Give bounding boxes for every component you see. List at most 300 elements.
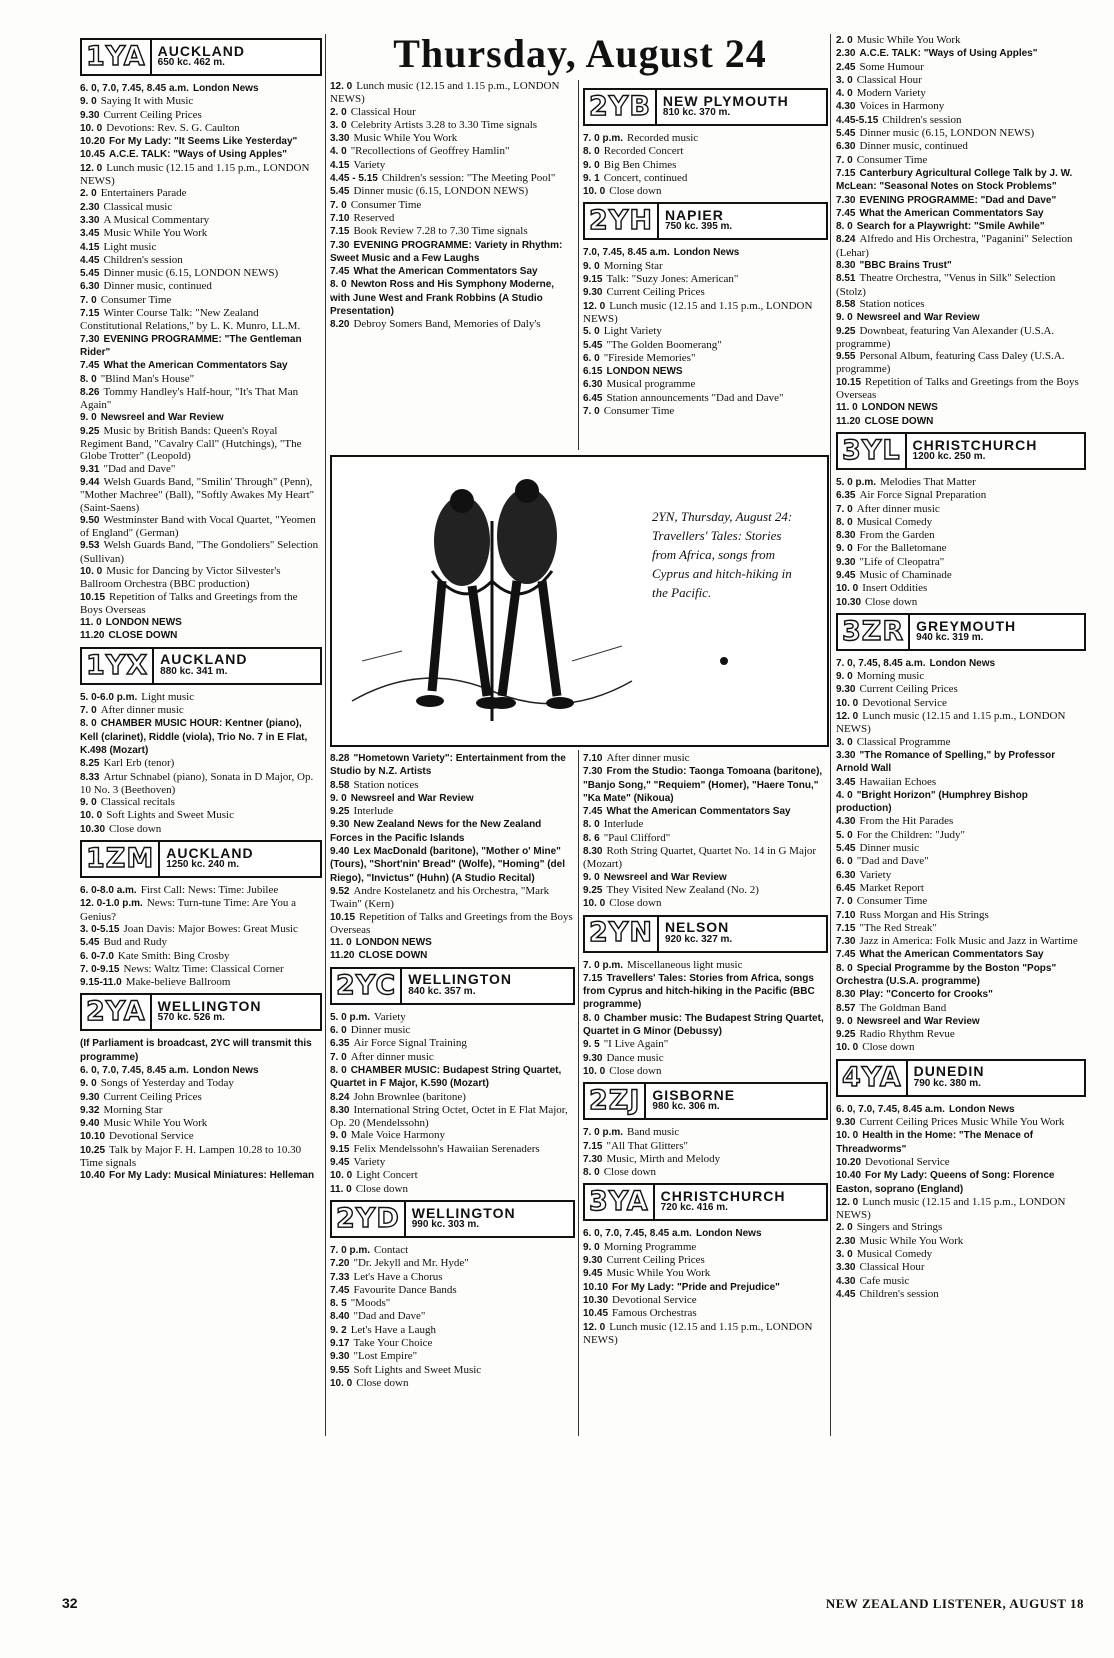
programme-line bbox=[80, 359, 322, 372]
programme-text: Radio Rhythm Revue bbox=[859, 1028, 955, 1041]
programme-text: Roth String Quartet, Quartet No. 14 in G Major (Mozart) bbox=[583, 845, 817, 871]
programme-text: Soft Lights and Sweet Music bbox=[106, 809, 234, 822]
programme-text: News: Waltz Time: Classical Corner bbox=[123, 962, 284, 975]
programme-line bbox=[80, 897, 322, 923]
programme-line bbox=[80, 373, 322, 386]
programme-time: 4.45 - 5.15 bbox=[330, 173, 378, 185]
programme-text: First Call: News: Time: Jubilee bbox=[140, 884, 279, 897]
programme-time: 8.40 bbox=[330, 1311, 350, 1323]
programme-time: 7. 0 bbox=[836, 503, 853, 515]
programme-time: 9. 0 bbox=[836, 1015, 853, 1027]
programme-text: John Brownlee (baritone) bbox=[353, 1090, 466, 1103]
programme-line bbox=[836, 503, 1086, 516]
programme-time: 12. 0 bbox=[836, 1196, 859, 1208]
programme-time: 10.20 bbox=[80, 136, 106, 148]
programme-time: 5.45 bbox=[583, 339, 603, 351]
programme-text: Russ Morgan and His Strings bbox=[859, 908, 989, 921]
programme-time: 9.53 bbox=[80, 540, 100, 552]
programme-time: 11.20 bbox=[836, 415, 861, 427]
programme-line bbox=[583, 365, 828, 378]
programme-line bbox=[330, 1271, 575, 1284]
bullet-dot bbox=[720, 657, 728, 665]
programme-text: Current Ceiling Prices bbox=[859, 683, 958, 696]
programme-line bbox=[80, 704, 322, 717]
programme-line bbox=[80, 1064, 322, 1077]
programme-time: 5.45 bbox=[80, 268, 100, 280]
station-city: AUCKLAND bbox=[160, 651, 248, 668]
programme-line bbox=[80, 122, 322, 135]
programme-line bbox=[80, 162, 322, 188]
programme-time: 7.15 bbox=[80, 308, 100, 320]
programme-line bbox=[836, 683, 1086, 696]
programme-text: Close down bbox=[603, 1166, 656, 1179]
programme-text: "The Red Streak" bbox=[859, 921, 937, 934]
programme-line bbox=[80, 333, 322, 360]
programme-text: Music While You Work bbox=[103, 1117, 208, 1130]
station-callsign: 2YH bbox=[585, 204, 659, 238]
programme-line bbox=[330, 936, 575, 949]
programme-time: 2. 0 bbox=[330, 106, 347, 118]
programme-time: 3.45 bbox=[80, 228, 100, 240]
programme-time: 9.40 bbox=[330, 846, 350, 858]
programme-text: Tommy Handley's Half-hour, "It's That Man Again" bbox=[80, 385, 299, 412]
programme-time: 10. 0 bbox=[330, 1170, 353, 1182]
programme-line bbox=[836, 1002, 1086, 1015]
programme-time: 9.30 bbox=[583, 1052, 603, 1064]
programme-time: 9. 0 bbox=[80, 1078, 97, 1090]
programme-text: "Dad and Dave" bbox=[856, 855, 929, 868]
programme-line bbox=[583, 300, 828, 326]
programme-text: Light Variety bbox=[603, 325, 662, 338]
programme-line bbox=[330, 199, 575, 212]
programme-line bbox=[836, 154, 1086, 167]
programme-time: 10.40 bbox=[836, 1170, 862, 1182]
station-callsign: 1YX bbox=[82, 649, 154, 683]
programme-line bbox=[330, 792, 575, 805]
programme-time: 9. 0 bbox=[330, 1130, 347, 1142]
programme-text: Devotions: Rev. S. G. Caulton bbox=[106, 121, 240, 134]
programme-time: 8. 5 bbox=[330, 1298, 347, 1310]
programme-time: 7. 0 bbox=[330, 1051, 347, 1063]
programme-text: Music, Mirth and Melody bbox=[606, 1152, 721, 1165]
programme-line bbox=[583, 832, 828, 845]
programme-time: 4. 0 bbox=[836, 789, 853, 801]
programme-time: 10.25 bbox=[80, 1144, 106, 1156]
programme-time: 2.30 bbox=[836, 1235, 856, 1247]
programme-text: Dinner music bbox=[859, 842, 920, 855]
programme-line bbox=[330, 752, 575, 779]
programme-time: 8. 0 bbox=[836, 962, 853, 974]
programme-time: 12. 0-1.0 p.m. bbox=[80, 898, 143, 910]
programme-line bbox=[80, 963, 322, 976]
programme-text: Consumer Time bbox=[603, 405, 675, 418]
programme-text: "Blind Man's House" bbox=[100, 372, 195, 385]
programme-text: A Musical Commentary bbox=[103, 213, 210, 226]
programme-text: London News bbox=[695, 1228, 762, 1240]
programme-text: Big Ben Chimes bbox=[603, 158, 677, 171]
programme-time: 7.30 bbox=[836, 194, 856, 206]
programme-time: 9.55 bbox=[836, 351, 856, 363]
programme-text: Music While You Work bbox=[103, 227, 208, 240]
programme-time: 8.57 bbox=[836, 1002, 856, 1014]
programme-time: 5. 0 bbox=[836, 829, 853, 841]
programme-time: 3.30 bbox=[836, 1262, 856, 1274]
programme-text: London News bbox=[192, 83, 259, 94]
programme-text: News: Turn-tune Time: Are You a Genius? bbox=[80, 897, 296, 923]
programme-text: Lunch music (12.15 and 1.15 p.m., LONDON NEWS) bbox=[836, 1195, 1066, 1222]
station-city: CHRISTCHURCH bbox=[660, 1188, 786, 1205]
programme-time: 7. 0 bbox=[583, 406, 600, 418]
station-header bbox=[330, 1200, 575, 1238]
programme-text: "Dr. Jekyll and Mr. Hyde" bbox=[353, 1257, 469, 1270]
programme-time: 8.30 bbox=[583, 846, 603, 858]
programme-text: Close down bbox=[609, 897, 662, 910]
programme-time: 4.15 bbox=[330, 159, 350, 171]
programme-time: 10.20 bbox=[836, 1156, 862, 1168]
station-frequency: 880 kc. 341 m. bbox=[160, 665, 228, 677]
programme-text: LONDON NEWS bbox=[105, 617, 182, 629]
programme-line bbox=[330, 1350, 575, 1363]
programme-line bbox=[583, 378, 828, 391]
programme-time: 6. 0-8.0 a.m. bbox=[80, 885, 137, 897]
programme-line bbox=[330, 845, 575, 885]
programme-text: London News bbox=[929, 657, 996, 669]
station-frequency: 990 kc. 303 m. bbox=[411, 1218, 480, 1230]
programme-time: 10.30 bbox=[583, 1294, 609, 1306]
programme-text: Musical Comedy bbox=[856, 515, 933, 528]
programme-line bbox=[330, 80, 575, 106]
programme-time: 9. 0 bbox=[80, 797, 97, 809]
programme-line bbox=[583, 871, 828, 884]
programme-line bbox=[583, 339, 828, 352]
programme-time: 7. 0 p.m. bbox=[583, 959, 624, 971]
programme-time: 9.55 bbox=[330, 1364, 350, 1376]
programme-time: 10. 0 bbox=[330, 1377, 353, 1389]
programme-text: Morning Star bbox=[103, 1103, 163, 1116]
programme-time: 11. 0 bbox=[836, 402, 858, 414]
programme-line bbox=[330, 239, 575, 266]
station-city: WELLINGTON bbox=[157, 998, 262, 1015]
programme-text: "Dad and Dave" bbox=[103, 462, 176, 475]
programme-time: 2. 0 bbox=[80, 188, 97, 200]
programme-text: (If Parliament is broadcast, 2YC will transmit this programme) bbox=[80, 1038, 312, 1063]
programme-time: 7.45 bbox=[330, 266, 350, 278]
column-2-top bbox=[330, 80, 575, 332]
programme-text: "Dad and Dave" bbox=[353, 1310, 426, 1323]
programme-time: 10.15 bbox=[836, 376, 862, 388]
programme-line bbox=[583, 1321, 828, 1347]
programme-text: Classical Hour bbox=[859, 1261, 925, 1274]
programme-text: EVENING PROGRAMME: Variety in Rhythm: Sweet Music and a Few Laughs bbox=[330, 239, 563, 264]
programme-time: 8. 0 bbox=[80, 373, 97, 385]
programme-text: Variety bbox=[353, 1156, 386, 1169]
programme-text: What the American Commentators Say bbox=[859, 207, 1044, 219]
programme-time: 5. 0 p.m. bbox=[330, 1011, 371, 1023]
programme-text: Newton Ross and His Symphony Moderne, with June West and Frank Robbins (A Studio Presentation) bbox=[330, 279, 555, 318]
programme-line bbox=[836, 1235, 1086, 1248]
programme-time: 4.45 bbox=[836, 1288, 856, 1300]
programme-line bbox=[836, 1261, 1086, 1274]
programme-line bbox=[836, 882, 1086, 895]
programme-text: Winter Course Talk: "New Zealand Constitutional Relations," by L. K. Munro, LL.M. bbox=[80, 307, 301, 333]
programme-time: 3. 0 bbox=[836, 1249, 853, 1261]
programme-time: 3. 0-5.15 bbox=[80, 923, 120, 935]
programme-line bbox=[836, 376, 1086, 402]
programme-time: 9.30 bbox=[330, 1351, 350, 1363]
programme-line bbox=[80, 514, 322, 540]
programme-time: 9.40 bbox=[80, 1118, 100, 1130]
programme-line bbox=[836, 272, 1086, 298]
programme-text: Reserved bbox=[353, 211, 395, 224]
programme-text: For My Lady: Musical Miniatures: Helleman bbox=[109, 1170, 315, 1182]
programme-text: Soft Lights and Sweet Music bbox=[353, 1363, 482, 1376]
programme-time: 8.25 bbox=[80, 758, 100, 770]
station-frequency: 570 kc. 526 m. bbox=[157, 1012, 225, 1024]
programme-time: 9.15 bbox=[330, 1143, 350, 1155]
programme-text: Alfredo and His Orchestra, "Paganini" Selection (Lehar) bbox=[836, 233, 1073, 259]
programme-line bbox=[836, 1129, 1086, 1156]
programme-time: 9. 0 bbox=[836, 312, 853, 324]
programme-time: 6. 0-7.0 bbox=[80, 950, 114, 962]
programme-text: Dinner music (6.15, LONDON NEWS) bbox=[353, 185, 529, 198]
programme-text: Variety bbox=[353, 158, 386, 171]
programme-text: LONDON NEWS bbox=[861, 402, 938, 414]
programme-time: 4.15 bbox=[80, 241, 100, 253]
programme-line bbox=[583, 405, 828, 418]
programme-text: "The Golden Boomerang" bbox=[606, 338, 722, 351]
programme-time: 2. 0 bbox=[836, 1222, 853, 1234]
programme-text: Artur Schnabel (piano), Sonata in D Major, Op. 10 No. 3 (Beethoven) bbox=[80, 770, 314, 796]
station-callsign: 4YA bbox=[838, 1061, 908, 1095]
station-city: CHRISTCHURCH bbox=[912, 436, 1038, 453]
programme-text: Newsreel and War Review bbox=[856, 1015, 980, 1027]
programme-line bbox=[330, 1337, 575, 1350]
programme-text: Classical recitals bbox=[100, 796, 175, 809]
station-callsign: 2ZJ bbox=[585, 1084, 646, 1118]
station-city: NAPIER bbox=[664, 207, 724, 224]
programme-time: 9.15-11.0 bbox=[80, 977, 122, 989]
programme-line bbox=[80, 923, 322, 936]
station-city: NEW PLYMOUTH bbox=[662, 92, 789, 109]
programme-time: 9.15 bbox=[583, 274, 603, 286]
programme-text: Downbeat, featuring Van Alexander (U.S.A. programme) bbox=[836, 324, 1055, 350]
programme-time: 2.45 bbox=[836, 61, 856, 73]
programme-time: 10.15 bbox=[80, 591, 106, 603]
station-header bbox=[583, 1183, 828, 1221]
programme-line bbox=[836, 909, 1086, 922]
programme-time: 12. 0 bbox=[330, 81, 353, 92]
programme-text: Music for Dancing by Victor Silvester's Ballroom Orchestra (BBC production) bbox=[80, 564, 281, 591]
station-frequency: 920 kc. 327 m. bbox=[664, 933, 733, 945]
programme-line bbox=[836, 47, 1086, 60]
programme-time: 10. 0 bbox=[836, 697, 859, 709]
programme-text: What the American Commentators Say bbox=[353, 266, 538, 278]
programme-line bbox=[836, 855, 1086, 868]
programme-time: 7. 0, 7.45, 8.45 a.m. bbox=[836, 657, 926, 669]
programme-line bbox=[80, 796, 322, 809]
programme-text: From the Garden bbox=[859, 529, 935, 542]
programme-time: 3.30 bbox=[330, 133, 350, 145]
programme-time: 6.30 bbox=[80, 281, 100, 293]
programme-time: 10. 0 bbox=[583, 1065, 606, 1077]
programme-line bbox=[836, 74, 1086, 87]
programme-text: International String Octet, Octet in E Flat Major, Op. 20 (Mendelssohn) bbox=[330, 1103, 568, 1130]
programme-line bbox=[80, 386, 322, 412]
programme-text: Lunch music (12.15 and 1.15 p.m., LONDON NEWS) bbox=[836, 710, 1066, 736]
programme-line bbox=[330, 911, 575, 937]
programme-line bbox=[330, 1297, 575, 1310]
programme-line bbox=[836, 1288, 1086, 1301]
programme-line bbox=[330, 779, 575, 792]
programme-time: 5. 0 bbox=[583, 326, 600, 338]
programme-line bbox=[836, 776, 1086, 789]
programme-text: Dinner music bbox=[350, 1024, 411, 1037]
programme-text: Theatre Orchestra, "Venus in Silk" Selection (Stolz) bbox=[836, 272, 1056, 298]
programme-text: Light music bbox=[141, 690, 195, 703]
programme-line bbox=[80, 629, 322, 642]
programme-text: EVENING PROGRAMME: "Dad and Dave" bbox=[859, 194, 1057, 206]
programme-text: Close down bbox=[609, 185, 662, 198]
programme-time: 10. 0 bbox=[583, 186, 606, 198]
station-callsign: 1YA bbox=[82, 40, 152, 74]
programme-text: Repetition of Talks and Greetings from the Boys Overseas bbox=[80, 590, 298, 616]
programme-line bbox=[836, 697, 1086, 710]
programme-time: 7. 0 bbox=[80, 705, 97, 717]
station-frequency: 1250 kc. 240 m. bbox=[166, 859, 240, 871]
programme-line bbox=[80, 936, 322, 949]
programme-line bbox=[330, 805, 575, 818]
programme-time: 9. 0 bbox=[80, 96, 97, 108]
programme-text: Current Ceiling Prices Music While You Work bbox=[859, 1116, 1065, 1129]
programme-line bbox=[80, 411, 322, 424]
station-city: NELSON bbox=[664, 919, 730, 936]
station-frequency: 650 kc. 462 m. bbox=[157, 57, 225, 68]
programme-time: 5.45 bbox=[836, 843, 856, 855]
programme-line bbox=[836, 401, 1086, 414]
programme-time: 10.30 bbox=[80, 823, 106, 835]
station-header bbox=[80, 38, 322, 76]
programme-text: Dinner music, continued bbox=[859, 140, 968, 153]
station-header bbox=[330, 967, 575, 1005]
programme-time: 9. 2 bbox=[330, 1324, 347, 1336]
programme-text: Music by British Bands: Queen's Royal Regiment Band, "Cavalry Call" (Hutchings), "The Globe Trotter" (Leopold) bbox=[80, 424, 302, 463]
station-callsign: 3ZR bbox=[838, 615, 910, 649]
programme-line bbox=[583, 805, 828, 818]
programme-text: Close down bbox=[865, 595, 918, 608]
programme-line bbox=[80, 1169, 322, 1182]
programme-line bbox=[836, 1028, 1086, 1041]
programme-text: Talk by Major F. H. Lampen 10.28 to 10.30 Time signals bbox=[80, 1143, 302, 1170]
programme-line bbox=[583, 1227, 828, 1240]
programme-line bbox=[80, 82, 322, 95]
programme-time: 6.30 bbox=[583, 379, 603, 391]
programme-line bbox=[836, 542, 1086, 555]
programme-line bbox=[583, 1281, 828, 1294]
programme-line bbox=[330, 1091, 575, 1104]
programme-line bbox=[836, 869, 1086, 882]
programme-text: "Lost Empire" bbox=[353, 1350, 418, 1363]
programme-text: Variety bbox=[374, 1010, 406, 1023]
programme-text: Famous Orchestras bbox=[612, 1307, 697, 1320]
programme-time: 7.45 bbox=[80, 360, 100, 372]
programme-text: Classical music bbox=[103, 200, 173, 213]
programme-time: 10. 0 bbox=[836, 1130, 859, 1142]
programme-text: Newsreel and War Review bbox=[603, 871, 727, 883]
travellers-illustration bbox=[342, 461, 642, 741]
programme-line bbox=[583, 1241, 828, 1254]
programme-time: 9.25 bbox=[80, 425, 100, 437]
programme-line bbox=[80, 539, 322, 565]
station-callsign: 3YA bbox=[585, 1185, 655, 1219]
programme-time: 8. 0 bbox=[583, 1167, 600, 1179]
programme-text: Play: "Concerto for Crooks" bbox=[859, 989, 993, 1001]
programme-text: Westminster Band with Vocal Quartet, "Yeomen of England" (German) bbox=[80, 513, 316, 540]
station-frequency: 940 kc. 319 m. bbox=[916, 631, 984, 643]
programme-line bbox=[330, 1324, 575, 1337]
programme-line bbox=[80, 1037, 322, 1064]
programme-text: Devotional Service bbox=[612, 1293, 697, 1306]
programme-time: 9.30 bbox=[80, 1091, 100, 1103]
programme-text: CLOSE DOWN bbox=[864, 415, 934, 427]
programme-time: 10.10 bbox=[583, 1281, 609, 1293]
programme-line bbox=[80, 307, 322, 333]
programme-line bbox=[80, 227, 322, 240]
programme-time: 9. 0 bbox=[836, 543, 853, 555]
programme-line bbox=[583, 845, 828, 871]
programme-line bbox=[330, 1037, 575, 1050]
programme-time: 8. 0 bbox=[836, 516, 853, 528]
programme-line bbox=[330, 949, 575, 962]
programme-line bbox=[836, 789, 1086, 816]
programme-line bbox=[583, 1012, 828, 1039]
programme-time: 9.30 bbox=[836, 684, 856, 696]
programme-time: 8.26 bbox=[80, 386, 100, 398]
programme-time: 10.30 bbox=[836, 596, 862, 608]
programme-line bbox=[836, 114, 1086, 127]
programme-line bbox=[836, 1248, 1086, 1261]
programme-text: Consumer Time bbox=[350, 198, 422, 211]
programme-line bbox=[836, 582, 1086, 595]
programme-text: Melodies That Matter bbox=[880, 475, 976, 488]
programme-line bbox=[330, 106, 575, 119]
programme-line bbox=[80, 1104, 322, 1117]
programme-text: Recorded Concert bbox=[603, 145, 684, 158]
programme-time: 7.10 bbox=[583, 753, 603, 764]
programme-text: What the American Commentators Say bbox=[103, 360, 288, 372]
programme-line bbox=[836, 529, 1086, 542]
programme-line bbox=[80, 1130, 322, 1143]
programme-line bbox=[836, 988, 1086, 1001]
programme-time: 9. 0 bbox=[583, 260, 600, 272]
programme-time: 3.30 bbox=[80, 214, 100, 226]
programme-time: 6.30 bbox=[836, 141, 856, 153]
programme-time: 8.20 bbox=[330, 319, 350, 331]
programme-line bbox=[330, 265, 575, 278]
programme-line bbox=[836, 220, 1086, 233]
programme-line bbox=[836, 325, 1086, 351]
programme-text: CLOSE DOWN bbox=[358, 950, 428, 962]
programme-line bbox=[836, 476, 1086, 489]
programme-text: Personal Album, featuring Cass Daley (U.S.A. programme) bbox=[836, 350, 1065, 376]
programme-line bbox=[330, 1024, 575, 1037]
programme-text: For the Children: "Judy" bbox=[856, 828, 965, 841]
programme-text: Close down bbox=[355, 1182, 408, 1195]
programme-line bbox=[330, 119, 575, 132]
programme-text: Dinner music (6.15, LONDON NEWS) bbox=[859, 127, 1035, 140]
programme-text: Light Concert bbox=[356, 1169, 418, 1182]
programme-line bbox=[330, 1156, 575, 1169]
programme-time: 8. 0 bbox=[330, 1064, 347, 1076]
